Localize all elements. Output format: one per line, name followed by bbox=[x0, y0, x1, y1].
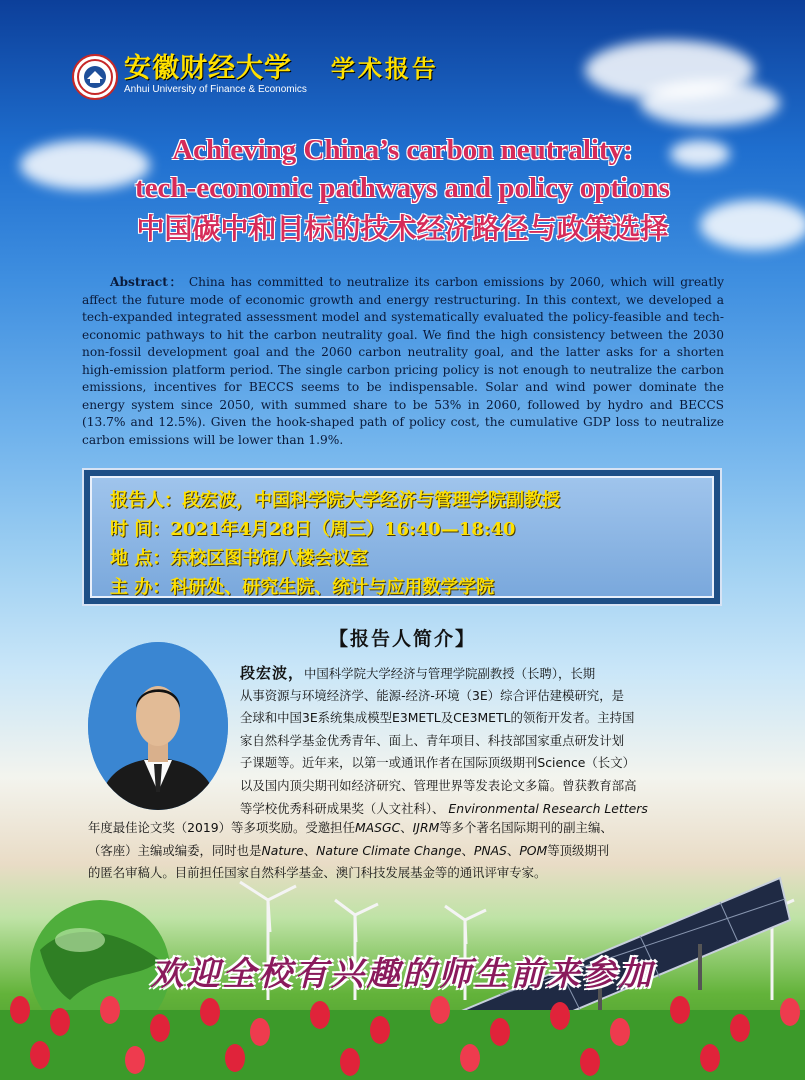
info-box bbox=[82, 468, 722, 606]
abstract-label: Abstract： bbox=[110, 275, 184, 289]
bio-line: 子课题等。近年来，以第一或通讯作者在国际顶级期刊Science（长文） bbox=[240, 755, 635, 771]
info-place: 地 点：东校区图书馆八楼会议室 bbox=[110, 548, 369, 569]
title-en-line2: tech-economic pathways and policy options bbox=[135, 172, 670, 204]
title-cn: 中国碳中和目标的技术经济路径与政策选择 bbox=[136, 212, 669, 245]
bio-line: 从事资源与环境经济学、能源-经济-环境（3E）综合评估建模研究，是 bbox=[240, 687, 624, 703]
bio-text-segment: 、 bbox=[506, 842, 520, 858]
journal-name: Environmental Research Letters bbox=[448, 800, 648, 816]
bio-text-segment: 等学校优秀科研成果奖（人文社科）、 bbox=[240, 800, 445, 816]
info-speaker: 报告人：段宏波，中国科学院大学经济与管理学院副教授 bbox=[110, 490, 560, 511]
header bbox=[72, 54, 439, 100]
info-time: 时 间：2021年4月28日（周三）16:40—18:40 bbox=[110, 519, 516, 540]
report-tag: 学术报告 bbox=[330, 54, 439, 83]
abstract bbox=[82, 274, 724, 449]
journal-name: MASGC bbox=[354, 820, 401, 835]
bio-text-segment: （客座）主编或编委，同时也是 bbox=[88, 842, 262, 858]
bio-heading: 【报告人简介】 bbox=[328, 628, 476, 650]
university-name-en: Anhui University of Finance & Economics bbox=[124, 84, 307, 95]
info-box-inner bbox=[90, 476, 714, 598]
journal-name: Nature bbox=[261, 842, 304, 858]
abstract-text: China has committed to neutralize its carbon emissions by 2060, which will greatly affect the future mode of economic growth and energy restructuring. In this context, we developed a tech-expanded integrated assessment model and systematically evaluated the policy-feasible and tech-economic pathways to hit the carbon neutrality goal. We find the high consistency between the 2030 non-fossil development goal and the 2060 carbon neutrality goal, and the latter asks for a shorten high-emission platform period. The single carbon pricing policy is not enough to neutralize the carbon emissions, incentives for BECCS seems to be indispensable. Solar and wind power dominate the energy system since 2050, with summed share to be 53% in 2060, followed by hydro and BECCS (13.7% and 12.5%). Given the hook-shaped path of policy cost, the cumulative GDP loss to neutralize carbon emissions will be lower than 1.9%. bbox=[82, 275, 725, 447]
bio-line bbox=[88, 817, 728, 840]
bio-text bbox=[240, 662, 718, 820]
info-host: 主 办：科研处、研究生院、统计与应用数学学院 bbox=[110, 577, 495, 598]
bio-line bbox=[88, 840, 728, 863]
bio-text-segment: 中国科学院大学经济与管理学院副教授（长聘），长期 bbox=[304, 666, 596, 681]
journal-name: IJRM bbox=[412, 820, 440, 835]
bio-line: 以及国内顶尖期刊如经济研究、管理世界等发表论文多篇。曾获教育部高 bbox=[240, 777, 637, 793]
speaker-portrait-icon bbox=[88, 642, 228, 810]
title-en-line1: Achieving China’s carbon neutrality: bbox=[172, 134, 633, 166]
cloud bbox=[640, 80, 780, 126]
welcome-message: 欢迎全校有兴趣的师生前来参加 bbox=[150, 954, 655, 993]
bio-line: 家自然科学基金优秀青年、面上、青年项目、科技部国家重点研发计划 bbox=[240, 732, 625, 748]
bio-line bbox=[240, 662, 718, 685]
university-name-cn: 安徽财经大学 bbox=[124, 53, 292, 84]
journal-name: Nature Climate Change bbox=[316, 842, 462, 858]
university-seal-icon bbox=[76, 58, 114, 96]
speaker-name: 段宏波， bbox=[240, 664, 305, 682]
speaker-photo bbox=[88, 642, 228, 810]
university-logo-icon bbox=[72, 54, 118, 100]
bio-text-segment: 、 bbox=[461, 842, 474, 858]
bio-line: 的匿名审稿人。目前担任国家自然科学基金、澳门科技发展基金等的通讯评审专家。 bbox=[88, 865, 547, 881]
bio-line: 全球和中国3E系统集成模型E3METL及CE3METL的领衔开发者。主持国 bbox=[240, 710, 635, 726]
journal-name: POM bbox=[519, 842, 548, 858]
bio-text-segment: 年度最佳论文奖（2019）等多项奖励。受邀担任 bbox=[88, 820, 355, 835]
bio-text-segment: 、 bbox=[303, 842, 317, 858]
bio-text-segment: 等顶级期刊 bbox=[547, 842, 610, 858]
bio-text-segment: 、 bbox=[400, 820, 413, 835]
journal-name: PNAS bbox=[473, 842, 507, 858]
university-name-block bbox=[124, 54, 307, 96]
bio-text-segment: 等多个著名国际期刊的副主编、 bbox=[439, 820, 613, 835]
